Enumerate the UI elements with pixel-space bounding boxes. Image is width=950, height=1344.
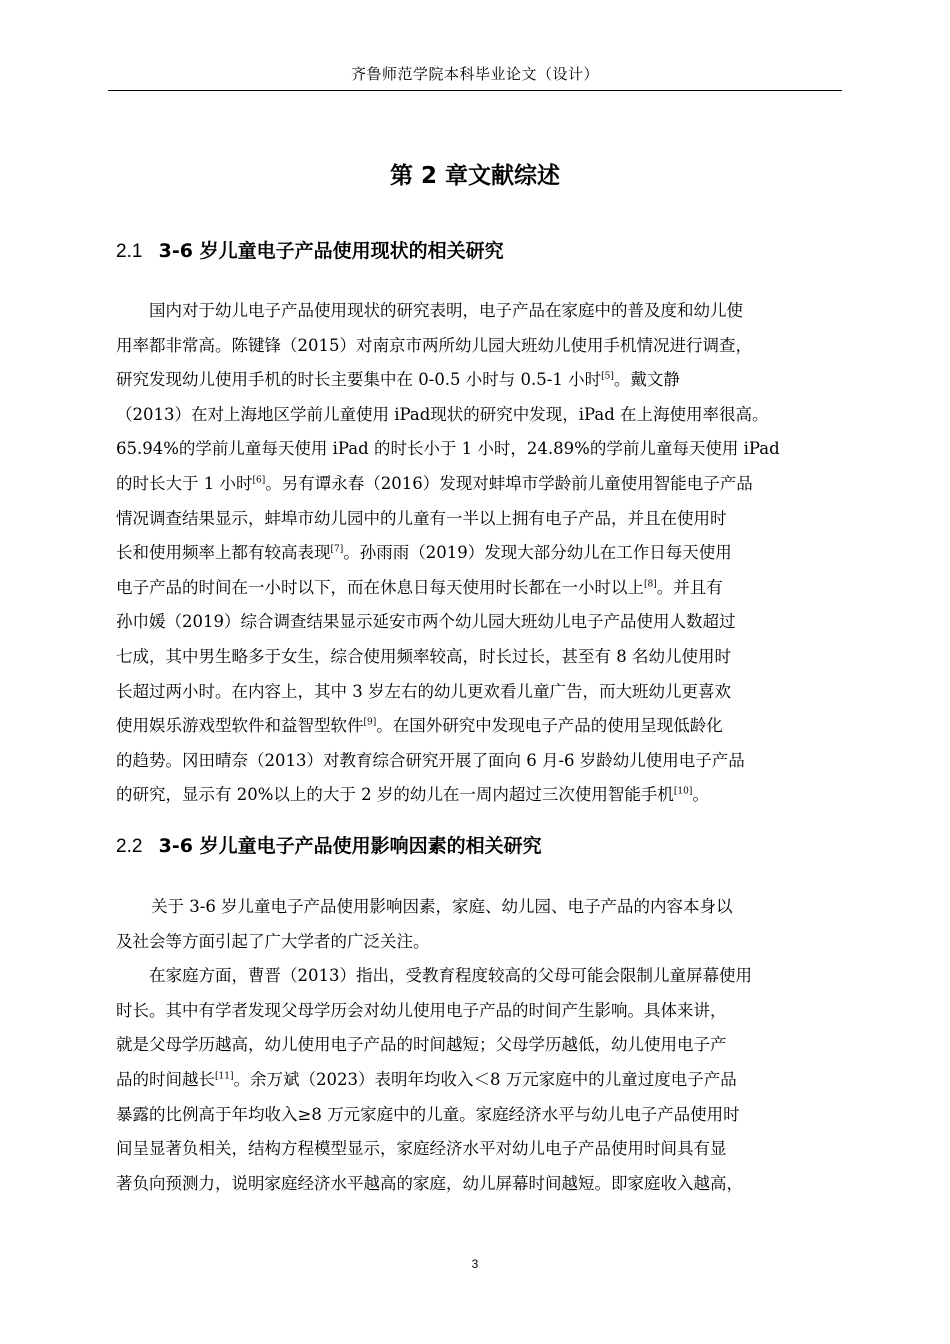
- text-line: [116, 1031, 848, 1059]
- line-text: 七成，其中男生略多于女生，综合使用频率较高，时长过长，甚至有 8 名幼儿使用时: [116, 647, 731, 666]
- line-text: 长和使用频率上都有较高表现: [116, 543, 331, 563]
- text-line: [116, 1170, 848, 1198]
- text-line: [116, 470, 848, 498]
- text-line: [116, 332, 848, 360]
- text-line: [116, 643, 848, 671]
- line-text: 使用娱乐游戏型软件和益智型软件: [116, 716, 364, 736]
- line-text-after: 。孙雨雨（2019）发现大部分幼儿在工作日每天使用: [343, 543, 732, 563]
- line-text: 在家庭方面，曹晋（2013）指出，受教育程度较高的父母可能会限制儿童屏幕使用: [149, 966, 752, 986]
- section-title-text: 3-6 岁儿童电子产品使用现状的相关研究: [158, 240, 504, 262]
- text-line: [116, 401, 848, 429]
- text-line: [116, 608, 848, 636]
- text-line: [116, 435, 848, 463]
- text-line: [116, 539, 848, 567]
- text-line: [116, 1101, 848, 1129]
- line-text-after: 。: [692, 785, 709, 805]
- text-line: [116, 574, 848, 602]
- line-text: 国内对于幼儿电子产品使用现状的研究表明，电子产品在家庭中的普及度和幼儿使: [149, 301, 743, 320]
- header-divider: [108, 90, 842, 91]
- line-text: 的时长大于 1 小时: [116, 474, 253, 493]
- section-heading-2-2: [116, 832, 842, 861]
- line-text: 间呈显著负相关，结构方程模型显示，家庭经济水平对幼儿电子产品使用时间具有显: [116, 1139, 727, 1159]
- line-text: 就是父母学历越高，幼儿使用电子产品的时间越短；父母学历越低，幼儿使用电子产: [116, 1035, 727, 1055]
- line-text: 品的时间越长: [116, 1070, 215, 1089]
- citation-ref: [7]: [330, 544, 344, 555]
- line-text: 研究发现幼儿使用手机的时长主要集中在 0-0.5 小时与 0.5-1 小时: [116, 370, 602, 390]
- section-number: 2.1: [116, 241, 143, 262]
- line-text-after: 。另有谭永春（2016）发现对蚌埠市学龄前儿童使用智能电子产品: [265, 474, 753, 493]
- line-text: 孙巾媛（2019）综合调查结果显示延安市两个幼儿园大班幼儿电子产品使用人数超过: [116, 612, 736, 632]
- section-heading-2-1: [116, 237, 842, 266]
- line-text: 关于 3-6 岁儿童电子产品使用影响因素，家庭、幼儿园、电子产品的内容本身以: [151, 897, 733, 916]
- line-text-after: 。戴文静: [613, 370, 680, 390]
- citation-ref: [10]: [673, 786, 693, 797]
- running-header: 齐鲁师范学院本科毕业论文（设计）: [350, 65, 599, 83]
- line-text: 65.94%的学前儿童每天使用 iPad 的时长小于 1 小时，24.89%的学前儿童每天使用 iPad: [116, 439, 780, 459]
- line-text: 的研究，显示有 20%以上的大于 2 岁的幼儿在一周内超过三次使用智能手机: [116, 785, 674, 805]
- text-line: [116, 997, 848, 1025]
- line-text: 情况调查结果显示，蚌埠市幼儿园中的儿童有一半以上拥有电子产品，并且在使用时: [116, 508, 727, 528]
- text-line: [116, 1135, 848, 1163]
- text-line: [116, 747, 848, 775]
- section-title-text: 3-6 岁儿童电子产品使用影响因素的相关研究: [158, 835, 542, 857]
- line-text: 的趋势。冈田晴奈（2013）对教育综合研究开展了面向 6 月-6 岁龄幼儿使用电子产品: [116, 750, 745, 770]
- citation-ref: [5]: [601, 371, 614, 382]
- citation-ref: [9]: [363, 717, 377, 728]
- text-line: [116, 712, 848, 740]
- text-line: [149, 297, 881, 325]
- line-text: 时长。其中有学者发现父母学历会对幼儿使用电子产品的时间产生影响。具体来讲，: [116, 1000, 727, 1020]
- line-text: 长超过两小时。在内容上，其中 3 岁左右的幼儿更欢看儿童广告，而大班幼儿更喜欢: [116, 681, 731, 701]
- text-line: [149, 962, 881, 990]
- section-number: 2.2: [116, 836, 143, 857]
- line-text: 用率都非常高。陈键锋（2015）对南京市两所幼儿园大班幼儿使用手机情况进行调查，: [116, 335, 752, 355]
- page-number: 3: [471, 1257, 479, 1271]
- text-line: [116, 366, 848, 394]
- text-line: [116, 781, 848, 809]
- line-text: （2013）在对上海地区学前儿童使用 iPad现状的研究中发现，iPad 在上海使用率很高。: [116, 404, 769, 424]
- line-text-after: 。余万斌（2023）表明年均收入＜8 万元家庭中的儿童过度电子产品: [233, 1070, 737, 1089]
- text-line: [116, 505, 848, 533]
- chapter-title: 第 2 章文献综述: [389, 163, 561, 189]
- line-text-after: 。并且有: [656, 577, 723, 597]
- line-text: 及社会等方面引起了广大学者的广泛关注。: [116, 931, 430, 951]
- text-line: [151, 893, 883, 921]
- citation-ref: [8]: [644, 579, 657, 590]
- citation-ref: [11]: [215, 1071, 234, 1082]
- line-text: 著负向预测力，说明家庭经济水平越高的家庭，幼儿屏幕时间越短。即家庭收入越高，: [116, 1173, 743, 1193]
- citation-ref: [6]: [252, 475, 266, 486]
- line-text: 电子产品的时间在一小时以下，而在休息日每天使用时长都在一小时以上: [116, 577, 644, 597]
- line-text-after: 。在国外研究中发现电子产品的使用呈现低龄化: [376, 716, 723, 736]
- text-line: [116, 678, 848, 706]
- line-text: 暴露的比例高于年均收入≥8 万元家庭中的儿童。家庭经济水平与幼儿电子产品使用时: [116, 1104, 740, 1124]
- text-line: [116, 1066, 848, 1094]
- text-line: [116, 928, 848, 956]
